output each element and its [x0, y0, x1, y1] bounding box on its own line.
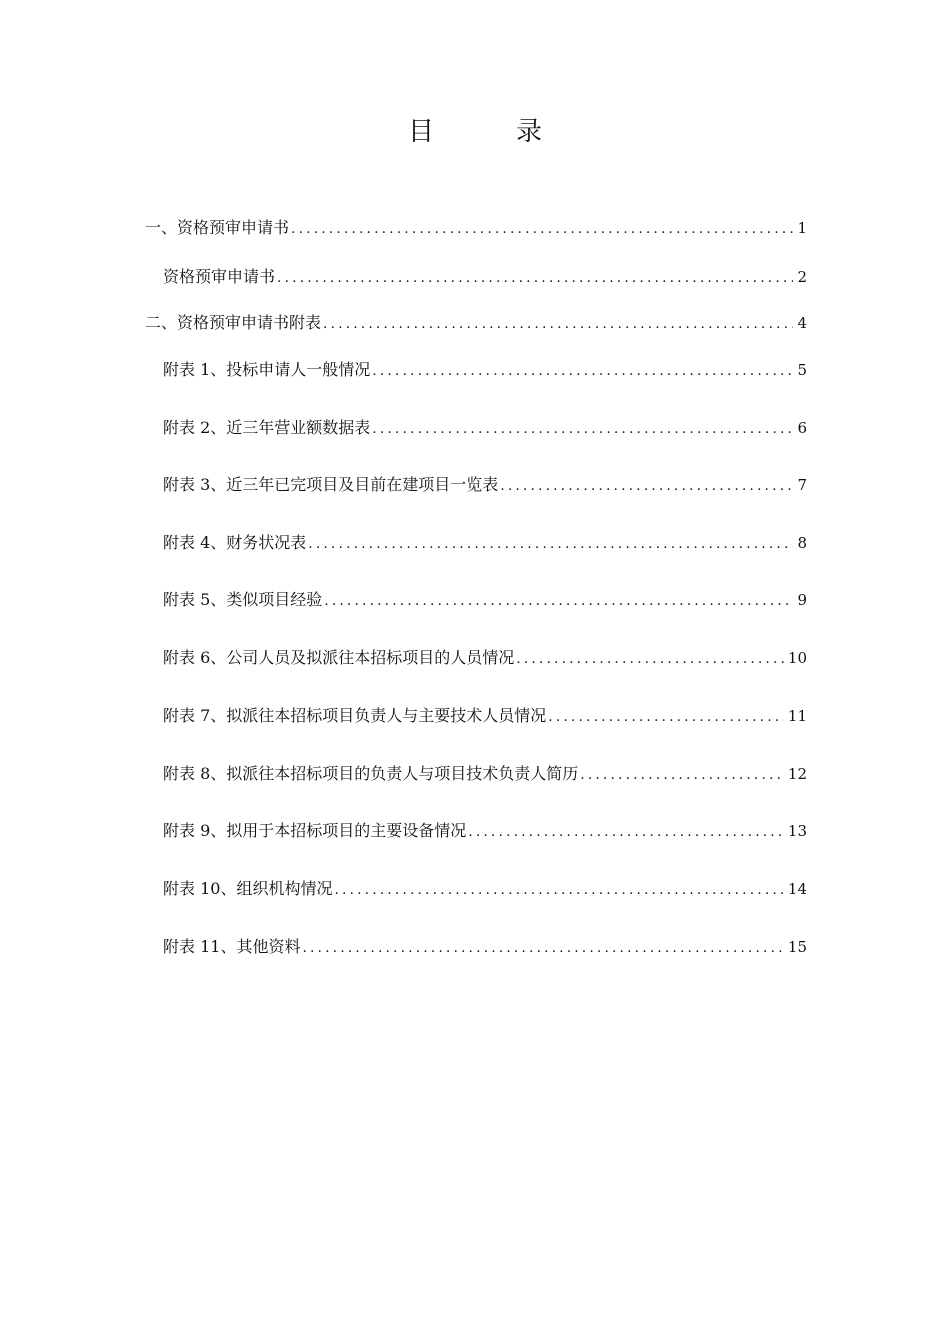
toc-entry[interactable] [163, 936, 807, 959]
toc-entry-page: 1 [797, 219, 807, 237]
toc-entry[interactable] [163, 266, 807, 289]
toc-entry[interactable] [163, 359, 807, 382]
page-title: 目 录 [407, 117, 570, 147]
toc-entry[interactable] [163, 820, 807, 843]
toc-entry[interactable] [163, 878, 807, 901]
toc-entry[interactable] [163, 589, 807, 612]
toc-entry-page: 7 [797, 476, 807, 494]
toc-entry-page: 5 [797, 361, 807, 379]
toc-leader-dots [334, 879, 783, 901]
toc-entry-label: 附表 9、拟用于本招标项目的主要设备情况 [163, 821, 467, 840]
toc-entry[interactable] [163, 532, 807, 555]
toc-entry-label: 附表 3、近三年已完项目及目前在建项目一览表 [163, 475, 499, 494]
toc-entry-page: 10 [787, 649, 807, 667]
toc-entry-label: 附表 10、组织机构情况 [163, 879, 333, 898]
toc-leader-dots [372, 360, 793, 382]
toc-leader-dots [302, 937, 783, 959]
toc-entry-page: 2 [797, 268, 807, 286]
toc-entry-page: 15 [787, 938, 807, 956]
toc-leader-dots [324, 590, 793, 612]
toc-entry-label: 附表 4、财务状况表 [163, 533, 307, 552]
toc-entry[interactable] [163, 417, 807, 440]
toc-leader-dots [308, 533, 793, 555]
toc-entry-label: 附表 11、其他资料 [163, 937, 301, 956]
toc-leader-dots [291, 218, 793, 240]
toc-leader-dots [277, 267, 793, 289]
toc-leader-dots [372, 418, 793, 440]
toc-entry-page: 4 [797, 314, 807, 332]
toc-entry-page: 8 [797, 534, 807, 552]
toc-leader-dots [500, 475, 793, 497]
toc-entry-label: 附表 7、拟派往本招标项目负责人与主要技术人员情况 [163, 706, 547, 725]
toc-entry-page: 6 [797, 419, 807, 437]
toc-entry[interactable] [163, 705, 807, 728]
toc-entry[interactable] [145, 312, 807, 335]
toc-entry-label: 附表 8、拟派往本招标项目的负责人与项目技术负责人简历 [163, 764, 579, 783]
toc-entry-label: 二、资格预审申请书附表 [145, 313, 322, 332]
toc-entry-page: 11 [787, 707, 807, 725]
toc-entry[interactable] [163, 647, 807, 670]
toc-entry-label: 一、资格预审申请书 [145, 218, 290, 237]
toc-leader-dots [580, 764, 784, 786]
toc-leader-dots [516, 648, 784, 670]
toc-entry-label: 资格预审申请书 [163, 267, 276, 286]
toc-leader-dots [548, 706, 784, 728]
toc-entry-page: 14 [787, 880, 807, 898]
toc-leader-dots [468, 821, 784, 843]
toc-entry-page: 12 [787, 765, 807, 783]
toc-leader-dots [323, 313, 793, 335]
toc-entry-page: 9 [797, 591, 807, 609]
toc-entry-page: 13 [787, 822, 807, 840]
toc-entry-label: 附表 1、投标申请人一般情况 [163, 360, 371, 379]
toc-entry[interactable] [163, 763, 807, 786]
toc-entry[interactable] [145, 217, 807, 240]
toc-entry[interactable] [163, 474, 807, 497]
toc-entry-label: 附表 5、类似项目经验 [163, 590, 323, 609]
toc-entry-label: 附表 2、近三年营业额数据表 [163, 418, 371, 437]
toc-entry-label: 附表 6、公司人员及拟派往本招标项目的人员情况 [163, 648, 515, 667]
